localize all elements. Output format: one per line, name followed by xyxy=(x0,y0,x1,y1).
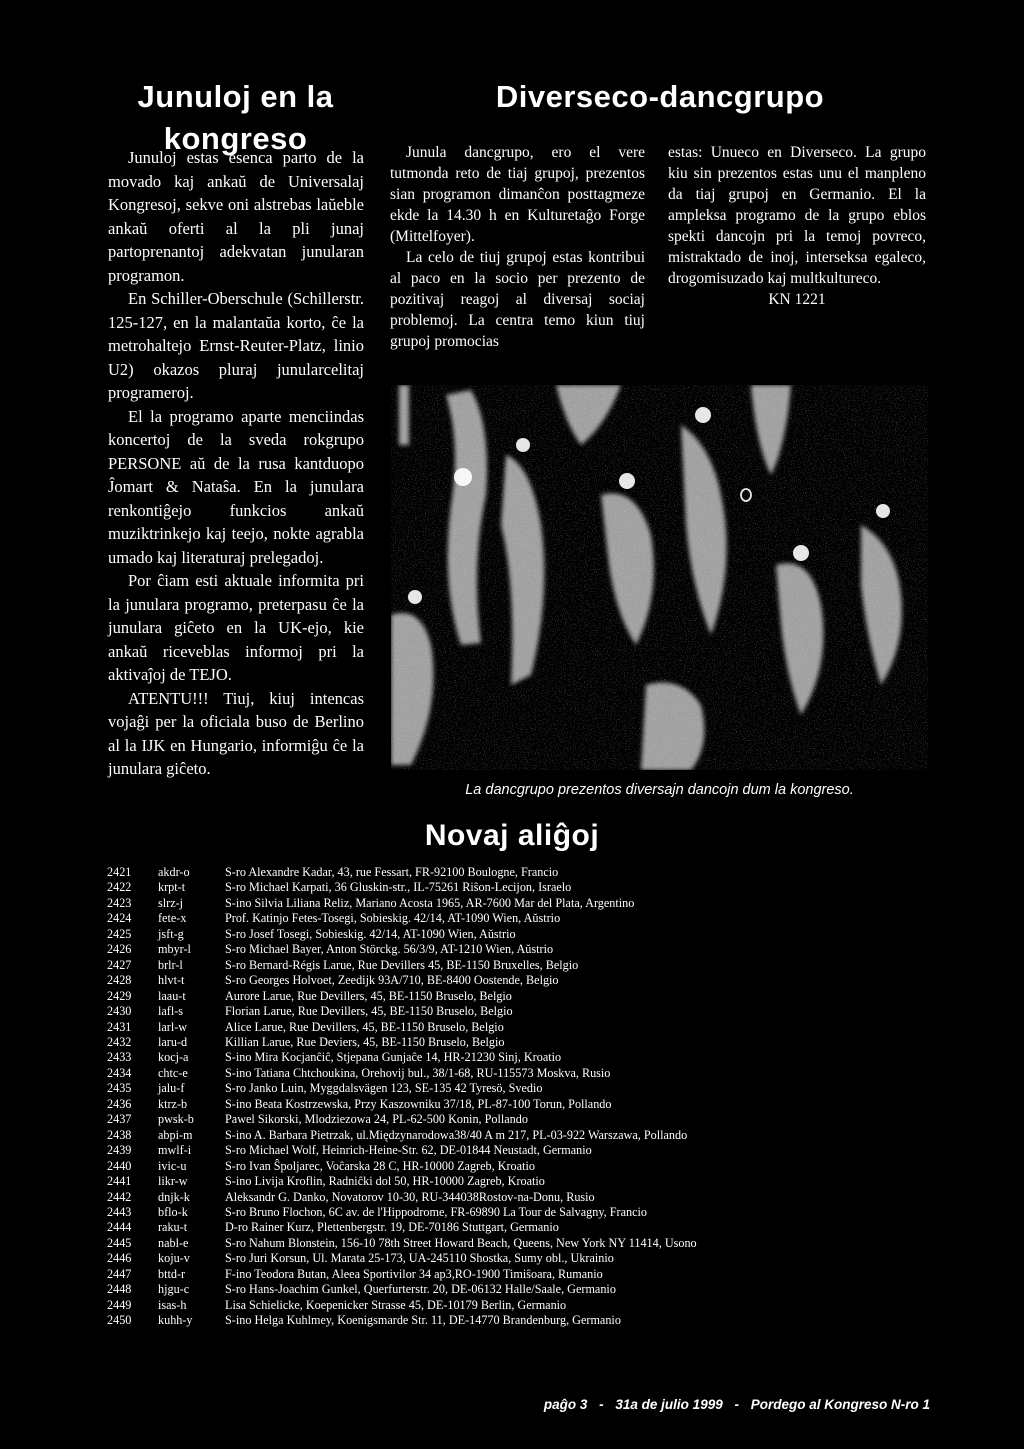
table-row xyxy=(107,1159,927,1174)
registration-number: 2435 xyxy=(107,1081,132,1096)
registration-number: 2438 xyxy=(107,1127,132,1142)
registration-number: 2443 xyxy=(107,1204,132,1219)
member-code: mwlf-i xyxy=(158,1143,192,1158)
table-row xyxy=(107,1081,927,1096)
article-signature: KN 1221 xyxy=(768,291,826,308)
table-row xyxy=(107,1035,927,1050)
member-name-address: Lisa Schielicke, Koepenicker Strasse 45, DE-10179 Berlin, Germanio xyxy=(225,1297,567,1312)
member-code: chtc-e xyxy=(158,1065,188,1080)
member-code: raku-t xyxy=(158,1220,188,1235)
member-name-address: S-ino Tatiana Chtchoukina, Orehovij bul., 38/1-68, RU-115573 Moskva, Rusio xyxy=(225,1065,611,1080)
member-name-address: S-ino A. Barbara Pietrzak, ul.Międzynarodowa38/40 A m 217, PL-03-922 Warszawa, Pollando xyxy=(225,1127,688,1142)
member-code: kuhh-y xyxy=(158,1313,193,1328)
member-name-address: D-ro Rainer Kurz, Plettenbergstr. 19, DE-70186 Stuttgart, Germanio xyxy=(225,1220,559,1235)
table-row xyxy=(107,1313,927,1328)
registration-number: 2427 xyxy=(107,957,132,972)
table-row xyxy=(107,1050,927,1065)
registration-number: 2439 xyxy=(107,1143,132,1158)
member-code: bttd-r xyxy=(158,1266,186,1281)
registration-number: 2425 xyxy=(107,926,132,941)
member-name-address: S-ro Bernard-Régis Larue, Rue Devillers 45, BE-1150 Bruxelles, Belgio xyxy=(225,957,579,972)
member-code: hjgu-c xyxy=(158,1282,190,1297)
member-name-address: S-ro Josef Tosegi, Sobieskig. 42/14, AT-1090 Wien, Aŭstrio xyxy=(225,926,516,941)
member-code: bflo-k xyxy=(158,1204,188,1219)
registrations-table-body xyxy=(107,865,927,1329)
member-code: laau-t xyxy=(158,988,186,1003)
registration-number: 2437 xyxy=(107,1112,132,1127)
footer-separator: - xyxy=(599,1397,604,1412)
member-code: jalu-f xyxy=(158,1081,185,1096)
table-row xyxy=(107,1066,927,1081)
table-row xyxy=(107,880,927,895)
table-row xyxy=(107,1220,927,1235)
member-name-address: Aleksandr G. Danko, Novatorov 10-30, RU-344038Rostov-na-Donu, Rusio xyxy=(225,1189,595,1204)
member-code: mbyr-l xyxy=(158,942,191,957)
table-row xyxy=(107,1004,927,1019)
table-row xyxy=(107,911,927,926)
member-code: larl-w xyxy=(158,1019,188,1034)
table-row xyxy=(107,958,927,973)
member-name-address: Pawel Sikorski, Mlodziezowa 24, PL-62-500 Konin, Pollando xyxy=(225,1112,528,1127)
member-code: abpi-m xyxy=(158,1127,193,1142)
left-paragraph: Por ĉiam esti aktuale informita pri la junulara programo, preterpasu ĉe la junulara giĉeto en la UK-ejo, kie ankaŭ riceveblas informoj pri la aktivaĵoj de TEJO. xyxy=(108,571,364,684)
member-code: nabl-e xyxy=(158,1235,189,1250)
left-paragraph: El la programo aparte menciindas koncertoj de la sveda rokgrupo PERSONE aŭ de la rusa kantduopo Ĵomart & Nataŝa. En la junulara renkontiĝejo funkcios ankaŭ muziktrinkejo kaj teejo, nokte agrabla umado kaj literaturaj prelegadoj. xyxy=(108,406,364,567)
table-row xyxy=(107,1236,927,1251)
member-code: dnjk-k xyxy=(158,1189,190,1204)
registration-number: 2449 xyxy=(107,1297,132,1312)
member-name-address: Prof. Katinjo Fetes-Tosegi, Sobieskig. 42/14, AT-1090 Wien, Aŭstrio xyxy=(225,911,561,926)
member-name-address: S-ro Alexandre Kadar, 43, rue Fessart, FR-92100 Boulogne, Francio xyxy=(225,865,559,879)
registration-number: 2450 xyxy=(107,1313,132,1328)
right-paragraph: La celo de tiuj grupoj estas kontribui al paco en la socio per prezento de pozitivaj reagoj al diversaj sociaj problemoj. La centra temo kiun tiuj grupoj promocias xyxy=(390,249,645,350)
member-name-address: Alice Larue, Rue Devillers, 45, BE-1150 Bruselo, Belgio xyxy=(225,1019,504,1034)
registration-number: 2430 xyxy=(107,1004,132,1019)
member-name-address: S-ro Michael Bayer, Anton Störckg. 56/3/9, AT-1210 Wien, Aŭstrio xyxy=(225,942,554,957)
left-article-title: Junuloj en la kongreso xyxy=(137,79,334,156)
member-name-address: S-ino Silvia Liliana Reliz, Mariano Acosta 1965, AR-7600 Mar del Plata, Argentino xyxy=(225,895,635,910)
member-code: kocj-a xyxy=(158,1050,189,1065)
table-row xyxy=(107,1020,927,1035)
registration-number: 2446 xyxy=(107,1251,132,1266)
member-code: laru-d xyxy=(158,1034,188,1049)
member-code: hlvt-t xyxy=(158,973,185,988)
table-row xyxy=(107,1174,927,1189)
table-row xyxy=(107,1282,927,1297)
member-name-address: S-ino Livija Kroflin, Radniĉki dol 50, HR-10000 Zagreb, Kroatio xyxy=(225,1174,545,1189)
table-row xyxy=(107,973,927,988)
member-name-address: S-ino Helga Kuhlmey, Koenigsmarde Str. 11, DE-14770 Brandenburg, Germanio xyxy=(225,1313,621,1328)
member-name-address: S-ro Nahum Blonstein, 156-10 78th Street Howard Beach, Queens, New York NY 11414, Usono xyxy=(225,1235,697,1250)
member-name-address: S-ino Beata Kostrzewska, Przy Kaszowniku 37/18, PL-87-100 Torun, Pollando xyxy=(225,1096,612,1111)
left-paragraph: En Schiller-Oberschule (Schillerstr. 125-127, en la malantaŭa korto, ĉe la metrohaltejo Ernst-Reuter-Platz, linio U2) okazos pluraj junularcelitaj programeroj. xyxy=(108,289,364,402)
member-name-address: S-ro Janko Luin, Myggdalsvägen 123, SE-135 42 Tyresö, Svedio xyxy=(225,1081,543,1096)
registration-number: 2434 xyxy=(107,1065,132,1080)
member-name-address: S-ro Juri Korsun, Ul. Marata 25-173, UA-245110 Shostka, Sumy obl., Ukrainio xyxy=(225,1251,614,1266)
member-name-address: F-ino Teodora Butan, Aleea Sportivilor 34 ap3,RO-1900 Timiŝoara, Rumanio xyxy=(225,1266,603,1281)
table-row xyxy=(107,896,927,911)
member-name-address: S-ro Michael Wolf, Heinrich-Heine-Str. 62, DE-01844 Neustadt, Germanio xyxy=(225,1143,592,1158)
photo-image xyxy=(391,385,928,770)
table-row xyxy=(107,1143,927,1158)
member-name-address: S-ro Ivan Ŝpoljarec, Voĉarska 28 C, HR-10000 Zagreb, Kroatio xyxy=(225,1158,535,1173)
registration-number: 2441 xyxy=(107,1174,132,1189)
member-code: ktrz-b xyxy=(158,1096,188,1111)
member-name-address: S-ro Michael Karpati, 36 Gluskin-str., IL-75261 Riŝon-Lecijon, Israelo xyxy=(225,880,572,895)
registrations-title: Novaj aliĝoj xyxy=(424,819,600,852)
member-code: jsft-g xyxy=(158,926,184,941)
member-code: lafl-s xyxy=(158,1004,184,1019)
left-article-body xyxy=(108,146,364,781)
table-row xyxy=(107,865,927,880)
footer-separator: - xyxy=(734,1397,739,1412)
table-row xyxy=(107,1298,927,1313)
registration-number: 2432 xyxy=(107,1034,132,1049)
registration-number: 2423 xyxy=(107,895,132,910)
registration-number: 2429 xyxy=(107,988,132,1003)
right-paragraph: estas: Unueco en Diverseco. La grupo kiu sin prezentos estas unu el manpleno da tiaj grupoj en Germanio. El la ampleksa programo de la grupo eblos spekti dancojn pri la temoj povreco, mistraktado de inoj, interseksa egaleco, drogomisuzado kaj multkultureco. xyxy=(668,144,926,287)
registration-number: 2433 xyxy=(107,1050,132,1065)
table-row xyxy=(107,1128,927,1143)
registration-number: 2445 xyxy=(107,1235,132,1250)
registration-number: 2426 xyxy=(107,942,132,957)
registration-number: 2431 xyxy=(107,1019,132,1034)
table-row xyxy=(107,1190,927,1205)
member-code: brlr-l xyxy=(158,957,183,972)
registration-number: 2424 xyxy=(107,911,132,926)
member-code: isas-h xyxy=(158,1297,187,1312)
member-code: pwsk-b xyxy=(158,1112,194,1127)
right-article-column-1 xyxy=(390,142,645,352)
left-paragraph: ATENTU!!! Tiuj, kiuj intencas vojaĝi per la oficiala buso de Berlino al la IJK en Hungario, informiĝu ĉe la junulara giĉeto. xyxy=(108,688,364,778)
registrations-table xyxy=(107,865,927,1329)
right-article-title: Diverseco-dancgrupo xyxy=(495,79,825,114)
member-name-address: S-ro Georges Holvoet, Zeedijk 93A/710, BE-8400 Oostende, Belgio xyxy=(225,973,559,988)
registration-number: 2442 xyxy=(107,1189,132,1204)
table-row xyxy=(107,1112,927,1127)
photo-caption: La dancgrupo prezentos diversajn dancojn dum la kongreso. xyxy=(465,782,854,798)
member-code: likr-w xyxy=(158,1174,188,1189)
member-name-address: Killian Larue, Rue Deviers, 45, BE-1150 Bruselo, Belgio xyxy=(225,1034,505,1049)
member-name-address: S-ro Hans-Joachim Gunkel, Querfurterstr. 20, DE-06132 Halle/Saale, Germanio xyxy=(225,1282,616,1297)
registration-number: 2448 xyxy=(107,1282,132,1297)
table-row xyxy=(107,1251,927,1266)
page-footer xyxy=(380,1396,930,1414)
member-name-address: S-ro Bruno Flochon, 6C av. de l'Hippodrome, FR-69890 La Tour de Salvagny, Francio xyxy=(225,1204,647,1219)
registration-number: 2436 xyxy=(107,1096,132,1111)
member-code: koju-v xyxy=(158,1251,190,1266)
table-row xyxy=(107,927,927,942)
right-article-column-2 xyxy=(668,142,926,310)
registration-number: 2440 xyxy=(107,1158,132,1173)
right-paragraph: Junula dancgrupo, ero el vere tutmonda reto de tiaj grupoj, prezentos sian programon dimanĉon posttagmeze ekde la 14.30 h en Kulturetaĝo Forge (Mittelfoyer). xyxy=(390,144,645,245)
table-row xyxy=(107,989,927,1004)
footer-publication: Pordego al Kongreso N-ro 1 xyxy=(750,1397,930,1412)
registration-number: 2444 xyxy=(107,1220,132,1235)
member-name-address: Florian Larue, Rue Devillers, 45, BE-1150 Bruselo, Belgio xyxy=(225,1004,513,1019)
member-name-address: S-ino Mira Kocjanĉiĉ, Stjepana Gunjaĉe 14, HR-21230 Sinj, Kroatio xyxy=(225,1050,562,1065)
registration-number: 2428 xyxy=(107,973,132,988)
footer-date: 31a de julio 1999 xyxy=(615,1397,723,1412)
registration-number: 2447 xyxy=(107,1266,132,1281)
registration-number: 2421 xyxy=(107,865,132,879)
table-row xyxy=(107,1267,927,1282)
member-code: akdr-o xyxy=(158,865,190,879)
registration-number: 2422 xyxy=(107,880,132,895)
member-code: ivic-u xyxy=(158,1158,187,1173)
table-row xyxy=(107,942,927,957)
footer-page-number: paĝo 3 xyxy=(543,1397,588,1412)
table-row xyxy=(107,1097,927,1112)
member-code: fete-x xyxy=(158,911,187,926)
member-code: krpt-t xyxy=(158,880,186,895)
left-paragraph: Junuloj estas esenca parto de la movado kaj ankaŭ de Universalaj Kongresoj, sekve oni alstrebas laŭeble ankaŭ oferti al la pli junaj partoprenantoj adekvatan junularan programon. xyxy=(108,148,364,285)
member-code: slrz-j xyxy=(158,895,184,910)
table-row xyxy=(107,1205,927,1220)
dance-group-photo xyxy=(391,385,928,770)
member-name-address: Aurore Larue, Rue Devillers, 45, BE-1150 Bruselo, Belgio xyxy=(225,988,512,1003)
